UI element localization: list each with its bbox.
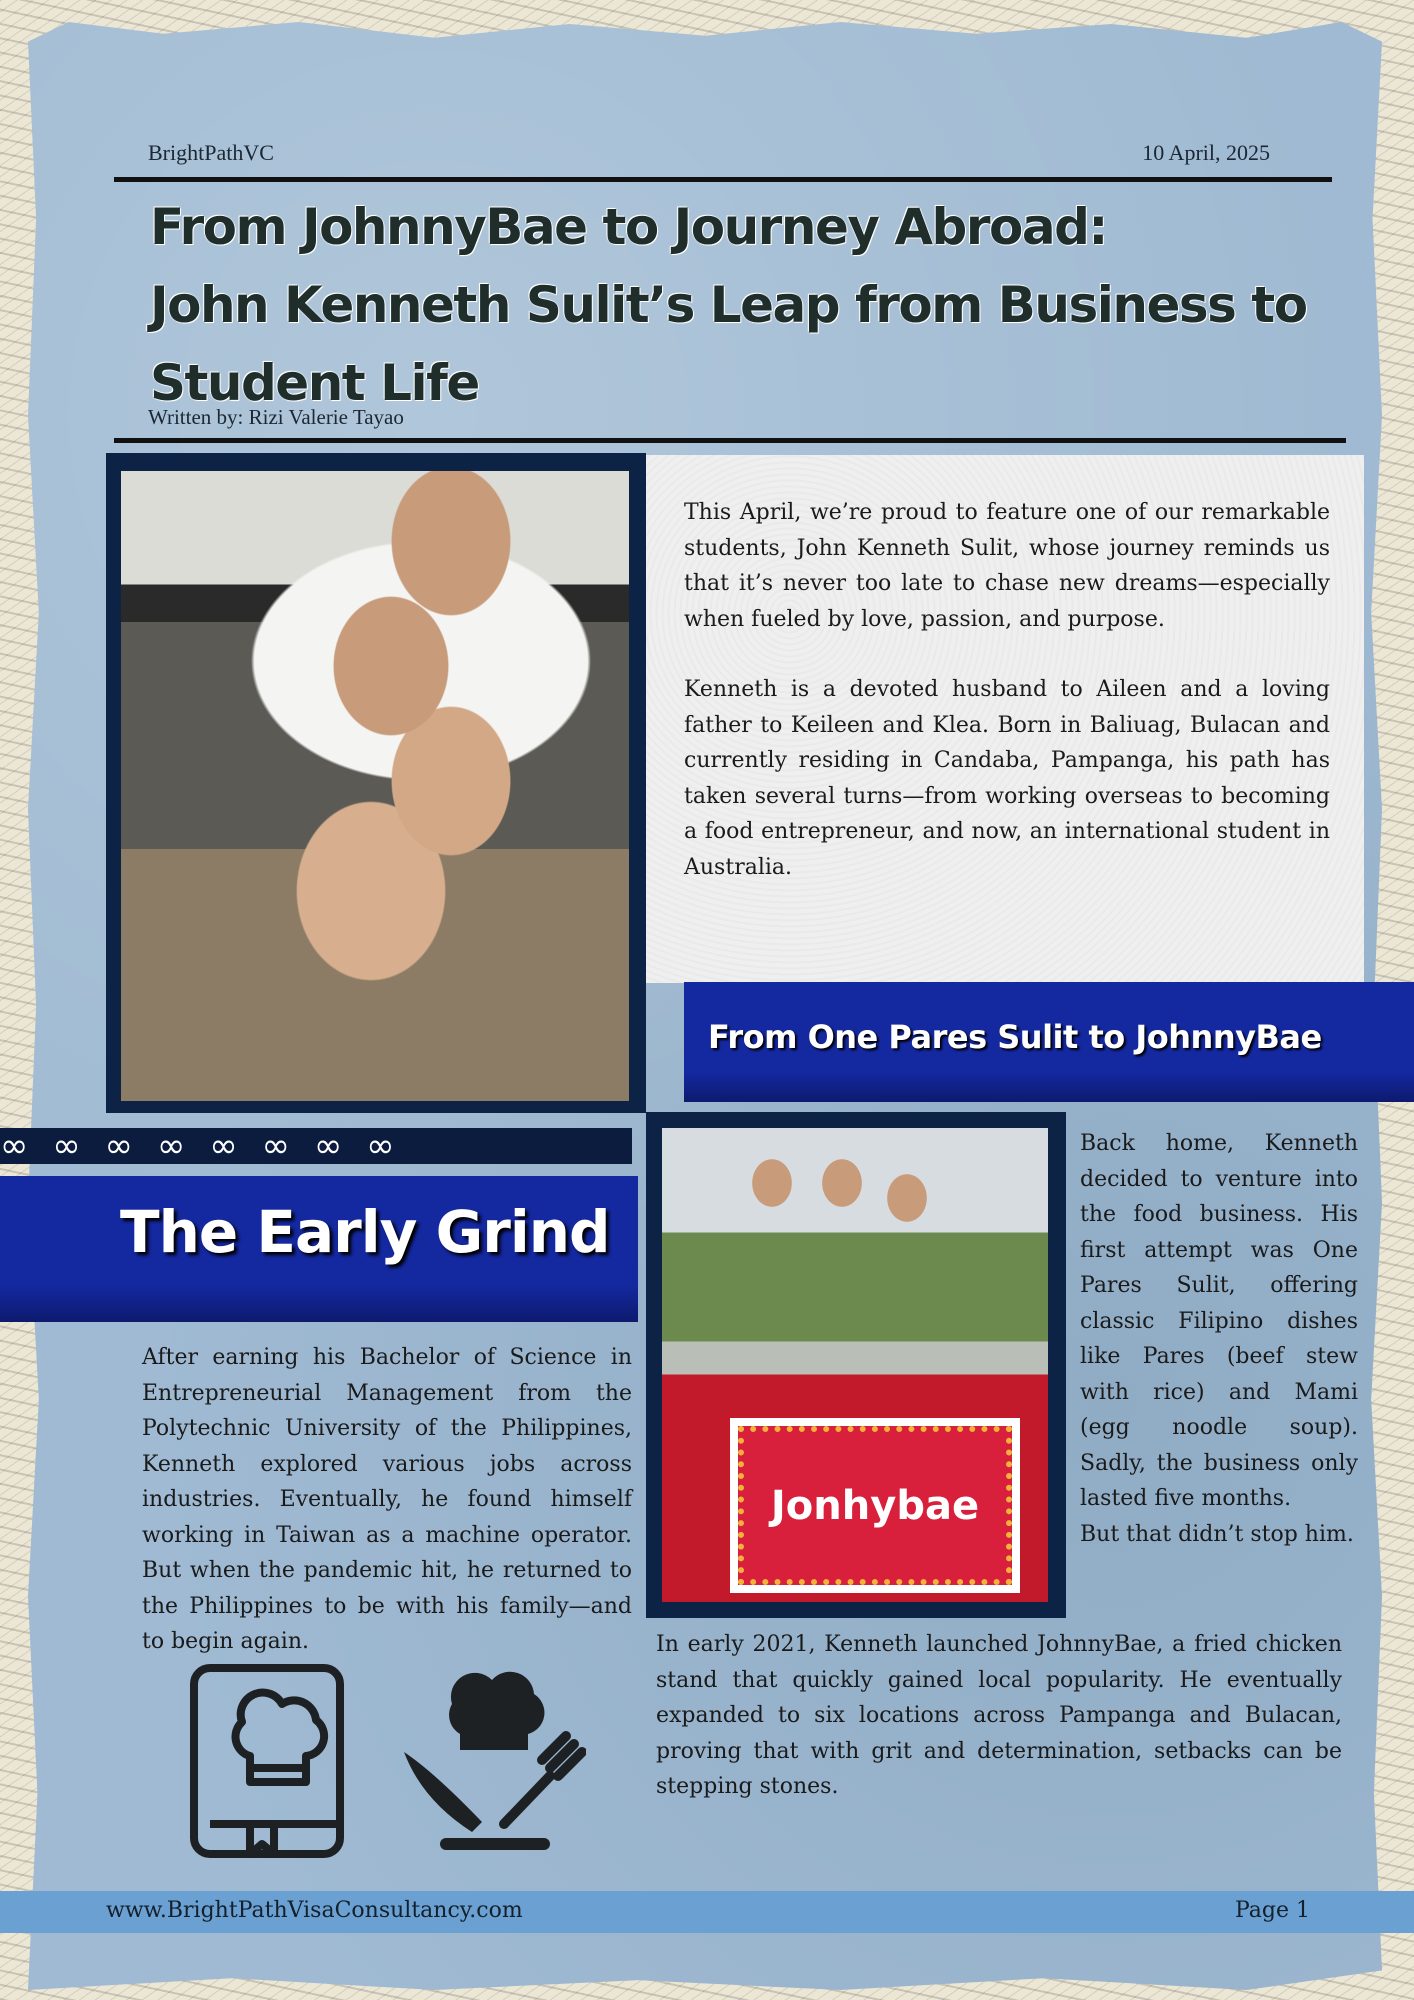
early-grind-column [142,1340,632,1660]
family-photo [121,471,629,1101]
chain-link-icon: ∞ [156,1128,186,1164]
intro-panel [646,455,1364,983]
byline: Written by: Rizi Valerie Tayao [148,405,404,429]
business-paragraph-3: In early 2021, Kenneth launched JohnnyBae, a fried chicken stand that quickly gained local popularity. He eventually expanded to six locations across Pampanga and Bulacan, proving that with grit and determination, setbacks can be stepping stones. [656,1632,1342,1799]
family-photo-frame [106,453,646,1113]
business-paragraph-1: Back home, Kenneth decided to venture into the food business. His first attempt was One Pares Sulit, offering classic Filipino dishes like Pares (beef stew with rice) and Mami (egg noodle soup). Sadly, the business only lasted five months. [1080,1131,1358,1511]
business-paragraph-2: But that didn’t stop him. [1080,1521,1354,1547]
chain-link-icon: ∞ [366,1128,395,1164]
chain-link-icon: ∞ [52,1128,81,1164]
subheading-early-grind: The Early Grind [0,1176,638,1322]
subheading-business: From One Pares Sulit to JohnnyBae [684,982,1414,1102]
early-grind-paragraph: After earning his Bachelor of Science in Entrepreneurial Management from the Polytechnic University of the Philippines, Kenneth explored various jobs across industries. Eventually, he found himself working in Taiwan as a machine operator. But when the pandemic hit, he returned to the Philippines to be with his family—and to begin again. [142,1345,632,1654]
issue-date: 10 April, 2025 [1142,140,1270,165]
title-line-2: John Kenneth Sulit’s Leap from Business to [150,276,1307,334]
chef-knife-fork-icon [400,1664,586,1854]
stand-sign [730,1418,1020,1593]
stand-sign-text: Jonhybae [738,1426,1012,1585]
intro-paragraph-2: Kenneth is a devoted husband to Aileen and a loving father to Keileen and Klea. Born in Baliuag, Bulacan and currently residing in Candaba, Pampanga, his path has taken several turns—from working overseas to becoming a food entrepreneur, and now, an international student in Australia. [684,677,1330,880]
chain-link-icon: ∞ [313,1128,343,1164]
intro-paragraph-1: This April, we’re proud to feature one of our remarkable students, John Kenneth Sulit, whose journey reminds us that it’s never too late to chase new dreams—especially when fueled by love, passion, and purpose. [684,500,1330,632]
business-column [1080,1126,1358,1552]
cookbook-icon [190,1664,344,1858]
chain-decoration-strip [0,1128,632,1164]
business-wide-column [656,1627,1342,1805]
chain-link-icon: ∞ [0,1128,29,1164]
page-number: Page 1 [1234,1898,1310,1923]
byline-rule [114,438,1346,443]
header-rule [114,177,1332,182]
food-stand-photo-frame [646,1112,1066,1618]
chain-link-icon: ∞ [261,1128,290,1164]
article-title [150,188,1330,422]
title-line-3: Student Life [150,354,479,412]
title-line-1: From JohnnyBae to Journey Abroad: [150,198,1107,256]
footer-website-link[interactable]: www.BrightPathVisaConsultancy.com [106,1898,523,1923]
chain-link-icon: ∞ [104,1128,133,1164]
food-stand-photo [662,1128,1048,1602]
brand-name: BrightPathVC [148,140,274,165]
chain-link-icon: ∞ [209,1128,238,1164]
